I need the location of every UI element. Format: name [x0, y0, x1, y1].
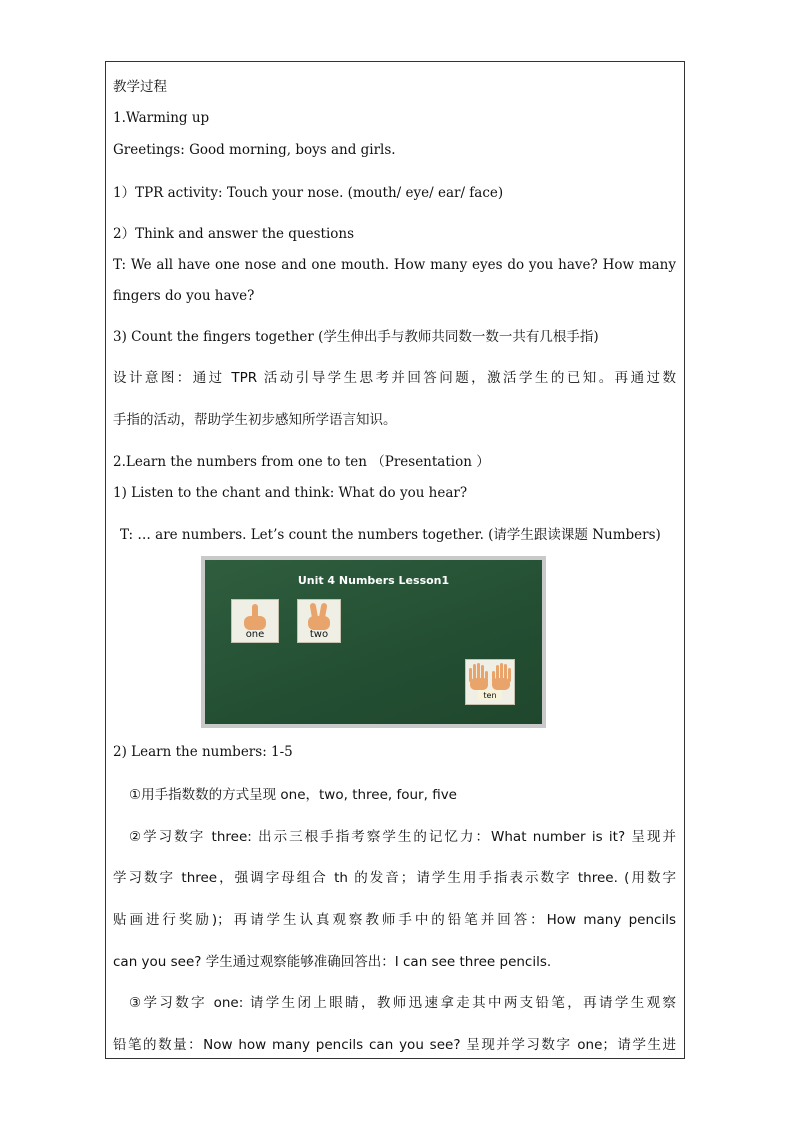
teacher-numbers-line: T: … are numbers. Let’s count the numbers together. (请学生跟读课题 Numbers)	[120, 527, 661, 543]
card-one-label: one	[245, 629, 265, 640]
count-fingers-line: 3) Count the fingers together (学生伸出手与教师共同数一数一共有几根手指)	[113, 329, 599, 345]
tpr-activity-line: 1）TPR activity: Touch your nose. (mouth/ eye/ ear/ face)	[113, 185, 504, 201]
chalkboard	[205, 560, 542, 724]
card-ten-label: ten	[483, 691, 497, 700]
card-two-label: two	[309, 629, 329, 640]
design-intent-line: 设计意图：通过 TPR 活动引导学生思考并回答问题，激活学生的已知。再通过数	[113, 370, 676, 386]
teacher-question-line: T: We all have one nose and one mouth. How many eyes do you have? How many	[113, 257, 676, 273]
step-2-line-cont-1: 学习数字 three，强调字母组合 th 的发音；请学生用手指表示数字 three. (用数字	[113, 870, 676, 886]
learn-numbers-1-5-line: 2) Learn the numbers: 1-5	[113, 744, 293, 760]
step-2-line-cont-3: can you see? 学生通过观察能够准确回答出：I can see three pencils.	[113, 954, 552, 970]
lesson-slide-image	[201, 556, 546, 728]
teacher-question-line-cont: fingers do you have?	[113, 288, 255, 304]
card-ten	[465, 659, 515, 705]
listen-chant-line: 1) Listen to the chant and think: What do you hear?	[113, 485, 468, 501]
slide-title: Unit 4 Numbers Lesson1	[297, 574, 450, 587]
card-two	[297, 599, 341, 643]
greetings-line: Greetings: Good morning, boys and girls.	[113, 142, 396, 158]
card-one	[231, 599, 279, 643]
heading-learn-numbers: 2.Learn the numbers from one to ten （Presentation ）	[113, 454, 490, 470]
step-2-line-cont-2: 贴画进行奖励)；再请学生认真观察教师手中的铅笔并回答：How many pencils	[113, 912, 676, 928]
step-3-line: ③学习数字 one: 请学生闭上眼睛，教师迅速拿走其中两支铅笔，再请学生观察	[129, 995, 676, 1011]
think-answer-line: 2）Think and answer the questions	[113, 226, 355, 242]
heading-warming-up: 1.Warming up	[113, 110, 210, 126]
design-intent-line-cont: 手指的活动，帮助学生初步感知所学语言知识。	[113, 412, 397, 428]
step-3-line-cont: 铅笔的数量：Now how many pencils can you see? 呈现并学习数字 one；请学生进	[113, 1037, 676, 1053]
step-1-line: ①用手指数数的方式呈现 one，two, three, four, five	[129, 787, 457, 803]
section-title: 教学过程	[113, 79, 167, 95]
step-2-line: ②学习数字 three: 出示三根手指考察学生的记忆力：What number is it? 呈现并	[129, 829, 676, 845]
